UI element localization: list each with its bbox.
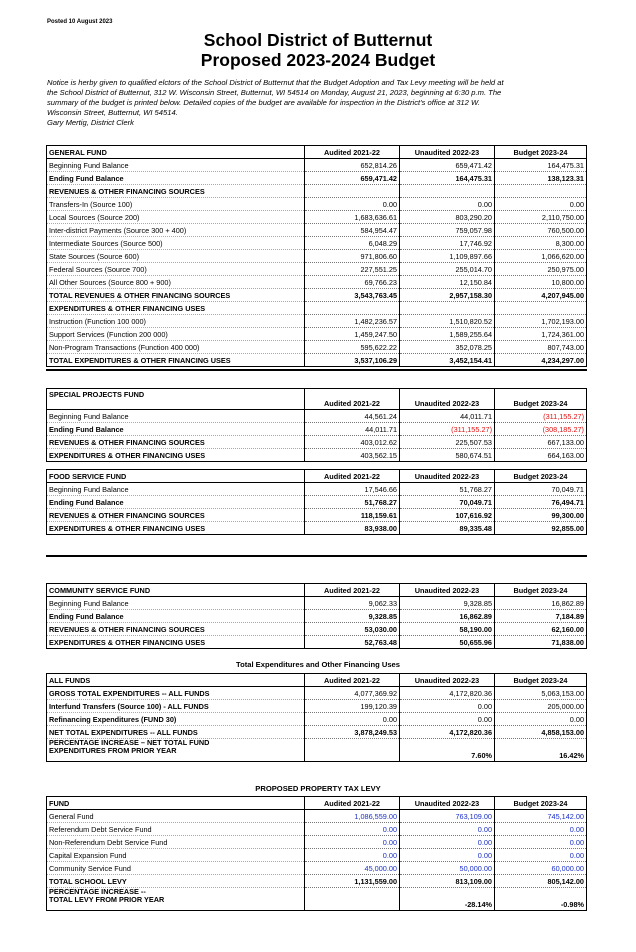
table-row: General Fund 1,086,559.00 763,109.00 745,142.00: [47, 810, 587, 823]
divider: [46, 555, 587, 557]
pct-label: TOTAL LEVY FROM PRIOR YEAR: [49, 895, 165, 904]
notice-line: Notice is herby given to qualified elctors of the School District of Butternut that the Budget Adoption and Tax Levy meeting will be held at: [47, 78, 504, 87]
table-row: Instruction (Function 100 000) 1,482,236.57 1,510,820.52 1,702,193.00: [47, 315, 587, 328]
col-audited: Audited 2021-22: [305, 470, 400, 483]
col-budget: Budget 2023-24: [495, 389, 587, 410]
table-row: Support Services (Function 200 000) 1,459,247.50 1,589,255.64 1,724,361.00: [47, 328, 587, 341]
table-row: EXPENDITURES & OTHER FINANCING USES 83,938.00 89,335.48 92,855.00: [47, 522, 587, 535]
table-row: Referendum Debt Service Fund 0.00 0.00 0.00: [47, 823, 587, 836]
total-row: TOTAL SCHOOL LEVY 1,131,559.00 813,109.00 805,142.00: [47, 875, 587, 888]
pct-label: PERCENTAGE INCREASE – NET TOTAL FUND: [49, 738, 210, 747]
table-row: Interfund Transfers (Source 100) - ALL FUNDS 199,120.39 0.00 205,000.00: [47, 700, 587, 713]
fund-title: FOOD SERVICE FUND: [47, 470, 305, 483]
col-budget: Budget 2023-24: [495, 584, 587, 597]
tax-levy-caption: PROPOSED PROPERTY TAX LEVY: [255, 784, 381, 793]
table-row: Ending Fund Balance 51,768.27 70,049.71 76,494.71: [47, 496, 587, 509]
col-unaudited: Unaudited 2022-23: [400, 389, 495, 410]
table-row: EXPENDITURES & OTHER FINANCING USES 403,562.15 580,674.51 664,163.00: [47, 449, 587, 462]
table-row: Refinancing Expenditures (FUND 30) 0.00 0.00 0.00: [47, 713, 587, 726]
table-row: Ending Fund Balance 659,471.42 164,475.31 138,123.31: [47, 172, 587, 185]
table-row: EXPENDITURES & OTHER FINANCING USES 52,763.48 50,655.96 71,838.00: [47, 636, 587, 649]
posted-date: Posted 10 August 2023: [47, 19, 113, 25]
col-budget: Budget 2023-24: [495, 797, 587, 810]
col-unaudited: Unaudited 2022-23: [400, 674, 495, 687]
table-row: Ending Fund Balance 44,011.71 (311,155.27) (308,185.27): [47, 423, 587, 436]
col-budget: Budget 2023-24: [495, 674, 587, 687]
special-projects-table: [46, 388, 587, 462]
table-row: REVENUES & OTHER FINANCING SOURCES 53,030.00 58,190.00 62,160.00: [47, 623, 587, 636]
all-funds-table: [46, 673, 587, 762]
section-heading: EXPENDITURES & OTHER FINANCING USES: [47, 302, 587, 315]
tax-levy-table: [46, 796, 587, 911]
col-audited: Audited 2021-22: [305, 584, 400, 597]
public-notice: [47, 78, 592, 128]
table-row: GROSS TOTAL EXPENDITURES -- ALL FUNDS 4,077,369.92 4,172,820.36 5,063,153.00: [47, 687, 587, 700]
notice-line: the School District of Butternut, 312 W. Wisconsin Street, Butternut, WI 54514 on Monday, August 21, 2023, beginning at 6:30 p.m. The: [47, 88, 502, 97]
col-audited: Audited 2021-22: [305, 674, 400, 687]
total-row: NET TOTAL EXPENDITURES -- ALL FUNDS 3,878,249.53 4,172,820.36 4,858,153.00: [47, 726, 587, 739]
fund-title: GENERAL FUND: [47, 146, 305, 159]
table-row: All Other Sources (Source 800 + 900) 69,766.23 12,150.84 10,800.00: [47, 276, 587, 289]
all-funds-caption: Total Expenditures and Other Financing Uses: [236, 660, 400, 669]
divider: [46, 369, 587, 371]
percentage-row: PERCENTAGE INCREASE – NET TOTAL FUND EXPENDITURES FROM PRIOR YEAR 7.60% 16.42%: [47, 739, 587, 762]
fund-title: COMMUNITY SERVICE FUND: [47, 584, 305, 597]
section-heading: REVENUES & OTHER FINANCING SOURCES: [47, 185, 587, 198]
general-fund-table: [46, 145, 587, 367]
col-audited: Audited 2021-22: [305, 389, 400, 410]
table-row: Capital Expansion Fund 0.00 0.00 0.00: [47, 849, 587, 862]
community-service-table: [46, 583, 587, 649]
percentage-row: PERCENTAGE INCREASE -- TOTAL LEVY FROM PRIOR YEAR -28.14% -0.98%: [47, 888, 587, 911]
fund-title: FUND: [47, 797, 305, 810]
notice-line: Wisconsin Street, Butternut, WI 54514.: [47, 108, 178, 117]
table-row: Community Service Fund 45,000.00 50,000.00 60,000.00: [47, 862, 587, 875]
total-row: TOTAL EXPENDITURES & OTHER FINANCING USES 3,537,106.29 3,452,154.41 4,234,297.00: [47, 354, 587, 367]
col-unaudited: Unaudited 2022-23: [400, 797, 495, 810]
col-unaudited: Unaudited 2022-23: [400, 146, 495, 159]
fund-title: ALL FUNDS: [47, 674, 305, 687]
food-service-table: [46, 469, 587, 535]
col-audited: Audited 2021-22: [305, 146, 400, 159]
col-unaudited: Unaudited 2022-23: [400, 470, 495, 483]
table-row: State Sources (Source 600) 971,806.60 1,109,897.66 1,066,620.00: [47, 250, 587, 263]
pct-label: EXPENDITURES FROM PRIOR YEAR: [49, 746, 177, 755]
table-row: Beginning Fund Balance 652,814.26 659,471.42 164,475.31: [47, 159, 587, 172]
pct-label: PERCENTAGE INCREASE --: [49, 887, 146, 896]
table-row: Local Sources (Source 200) 1,683,636.61 803,290.20 2,110,750.00: [47, 211, 587, 224]
table-row: Non-Referendum Debt Service Fund 0.00 0.00 0.00: [47, 836, 587, 849]
col-audited: Audited 2021-22: [305, 797, 400, 810]
table-row: REVENUES & OTHER FINANCING SOURCES 118,159.61 107,616.92 99,300.00: [47, 509, 587, 522]
total-row: TOTAL REVENUES & OTHER FINANCING SOURCES 3,543,763.45 2,957,158.30 4,207,945.00: [47, 289, 587, 302]
table-row: Intermediate Sources (Source 500) 6,048.29 17,746.92 8,300.00: [47, 237, 587, 250]
table-row: Beginning Fund Balance 44,561.24 44,011.71 (311,155.27): [47, 410, 587, 423]
table-row: REVENUES & OTHER FINANCING SOURCES 403,012.62 225,507.53 667,133.00: [47, 436, 587, 449]
col-unaudited: Unaudited 2022-23: [400, 584, 495, 597]
notice-signature: Gary Mertig, District Clerk: [47, 118, 134, 127]
notice-line: summary of the budget is printed below. Detailed copies of the budget are available for inspection in the District's office at 312 W.: [47, 98, 480, 107]
document-title: School District of Butternut: [203, 30, 433, 50]
table-row: Ending Fund Balance 9,328.85 16,862.89 7,184.89: [47, 610, 587, 623]
table-row: Transfers-In (Source 100) 0.00 0.00 0.00: [47, 198, 587, 211]
table-row: Inter-district Payments (Source 300 + 400) 584,954.47 759,057.98 760,500.00: [47, 224, 587, 237]
table-row: Federal Sources (Source 700) 227,551.25 255,014.70 250,975.00: [47, 263, 587, 276]
fund-title: SPECIAL PROJECTS FUND: [47, 389, 305, 410]
col-budget: Budget 2023-24: [495, 470, 587, 483]
table-row: Beginning Fund Balance 9,062.33 9,328.85 16,862.89: [47, 597, 587, 610]
document-subtitle: Proposed 2023-2024 Budget: [200, 50, 436, 70]
col-budget: Budget 2023-24: [495, 146, 587, 159]
table-row: Non-Program Transactions (Function 400 000) 595,622.22 352,078.25 807,743.00: [47, 341, 587, 354]
table-row: Beginning Fund Balance 17,546.66 51,768.27 70,049.71: [47, 483, 587, 496]
